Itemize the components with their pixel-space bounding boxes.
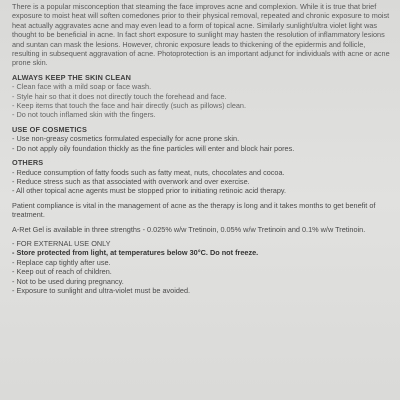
cosmetics-heading: USE OF COSMETICS [12,124,87,134]
list-item: - Do not apply oily foundation thickly as the fine particles will enter and block hair pores. [12,143,295,153]
others-list [12,168,394,196]
storage-warning: - Store protected from light, at temperatures below 30°C. Do not freeze. [12,248,259,258]
skin-clean-heading: ALWAYS KEEP THE SKIN CLEAN [12,72,132,82]
compliance-paragraph: Patient compliance is vital in the management of acne as the therapy is long and it takes months to get benefit of treatment. [12,200,376,220]
list-item: - Use non-greasy cosmetics formulated especially for acne prone skin. [12,134,240,144]
list-item: - Not to be used during pregnancy. [12,276,124,286]
skin-clean-list [12,82,394,120]
list-item: - Keep items that touch the face and hair directly (such as pillows) clean. [12,101,247,111]
usage-list [12,239,394,295]
list-item: - Replace cap tightly after use. [12,257,111,267]
strengths-paragraph: A-Ret Gel is available in three strengths - 0.025% w/w Tretinoin, 0.05% w/w Tretinoin and 0.1% w/w Tretinoin. [12,224,366,234]
intro-paragraph: There is a popular misconception that steaming the face improves acne and complexion. While it is true that brief exposure to moist heat will soften comedones prior to their physical removal, repeated and chronic exposure to moist heat actually aggravates acne and may even lead to a form of topical acne. Similarly sunlight/ultra violet light was thought to be beneficial in acne. In fact short exposure to sunlight may hasten the resolution of inflammatory lesions and suntan can mask the lesions. However, chronic exposure leads to thickening of the epidermis and follicle, resulting in subsequent aggravation of acne. Photoprotection is an important adjunct for individuals with acne or acne prone skin. [12,2,390,68]
list-item: - All other topical acne agents must be stopped prior to initiating retinoic acid therapy. [12,186,287,196]
others-heading: OTHERS [12,158,44,168]
list-item: - Exposure to sunlight and ultra-violet must be avoided. [12,285,191,295]
list-item: - Do not touch inflamed skin with the fingers. [12,110,156,120]
list-item: - Style hair so that it does not directly touch the forehead and face. [12,91,227,101]
cosmetics-list [12,134,394,153]
list-item: - Reduce stress such as that associated with overwork and over exercise. [12,176,250,186]
list-item: - Reduce consumption of fatty foods such as fatty meat, nuts, chocolates and cocoa. [12,167,285,177]
list-item: - Keep out of reach of children. [12,267,112,277]
list-item: - FOR EXTERNAL USE ONLY [12,238,111,248]
list-item: - Clean face with a mild soap or face wash. [12,82,152,92]
